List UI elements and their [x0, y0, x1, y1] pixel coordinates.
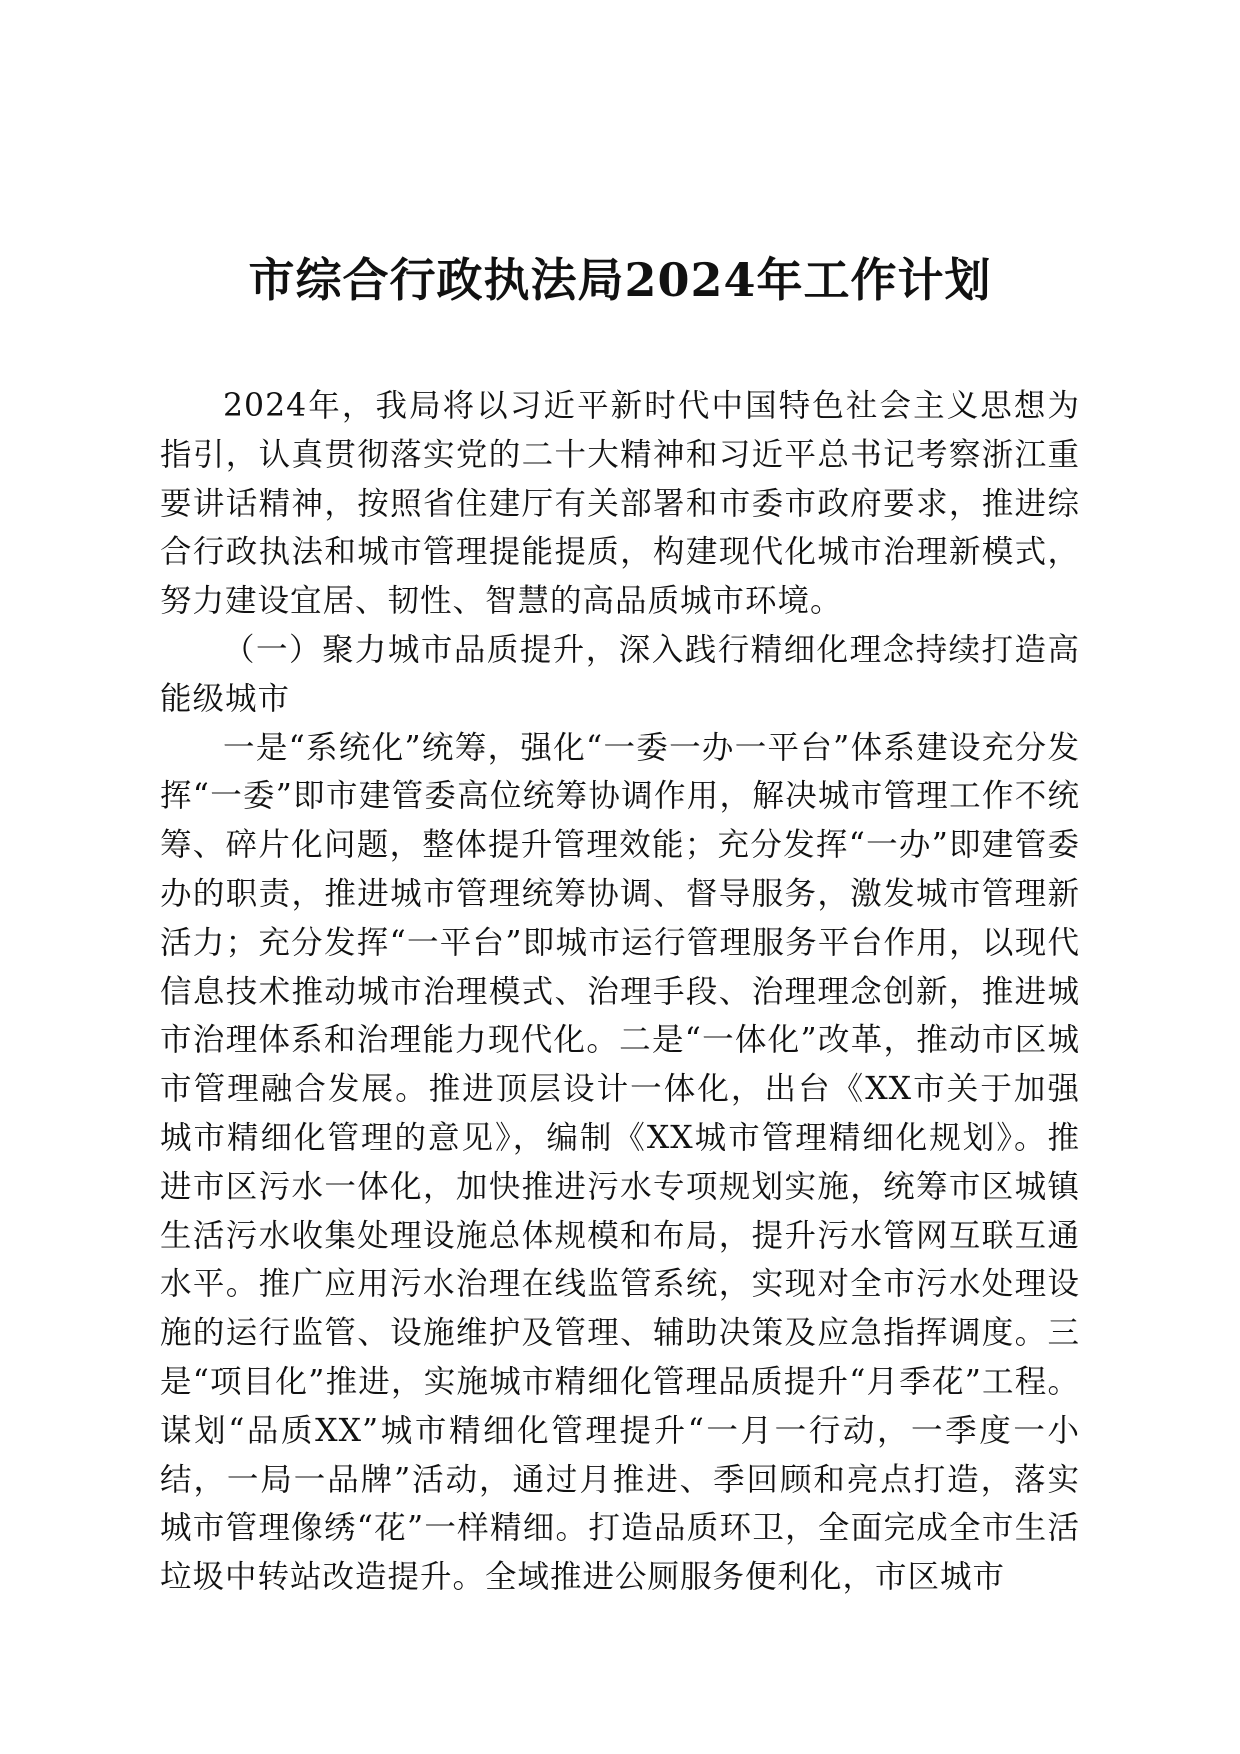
document-title: 市综合行政执法局2024年工作计划	[248, 253, 992, 307]
section-heading-1: （一）聚力城市品质提升，深入践行精细化理念持续打造高能级城市	[160, 631, 1080, 717]
section-1-paragraph: 一是“系统化”统筹，强化“一委一办一平台”体系建设充分发挥“一委”即市建管委高位统筹协调作用，解决城市管理工作不统筹、碎片化问题，整体提升管理效能；充分发挥“一办”即建管委办的职责，推进城市管理统筹协调、督导服务，激发城市管理新活力；充分发挥“一平台”即城市运行管理服务平台作用，以现代信息技术推动城市治理模式、治理手段、治理理念创新，推进城市治理体系和治理能力现代化。二是“一体化”改革，推动市区城市管理融合发展。推进顶层设计一体化，出台《XX市关于加强城市精细化管理的意见》，编制《XX城市管理精细化规划》。推进市区污水一体化，加快推进污水专项规划实施，统筹市区城镇生活污水收集处理设施总体规模和布局，提升污水管网互联互通水平。推广应用污水治理在线监管系统，实现对全市污水处理设施的运行监管、设施维护及管理、辅助决策及应急指挥调度。三是“项目化”推进，实施城市精细化管理品质提升“月季花”工程。谋划“品质XX”城市精细化管理提升“一月一行动，一季度一小结，一局一品牌”活动，通过月推进、季回顾和亮点打造，落实城市管理像绣“花”一样精细。打造品质环卫，全面完成全市生活垃圾中转站改造提升。全域推进公厕服务便利化，市区城市	[160, 729, 1080, 1596]
document-body	[160, 382, 1080, 1602]
intro-paragraph: 2024年，我局将以习近平新时代中国特色社会主义思想为指引，认真贯彻落实党的二十大精神和习近平总书记考察浙江重要讲话精神，按照省住建厅有关部署和市委市政府要求，推进综合行政执法和城市管理提能提质，构建现代化城市治理新模式，努力建设宜居、韧性、智慧的高品质城市环境。	[160, 388, 1080, 620]
